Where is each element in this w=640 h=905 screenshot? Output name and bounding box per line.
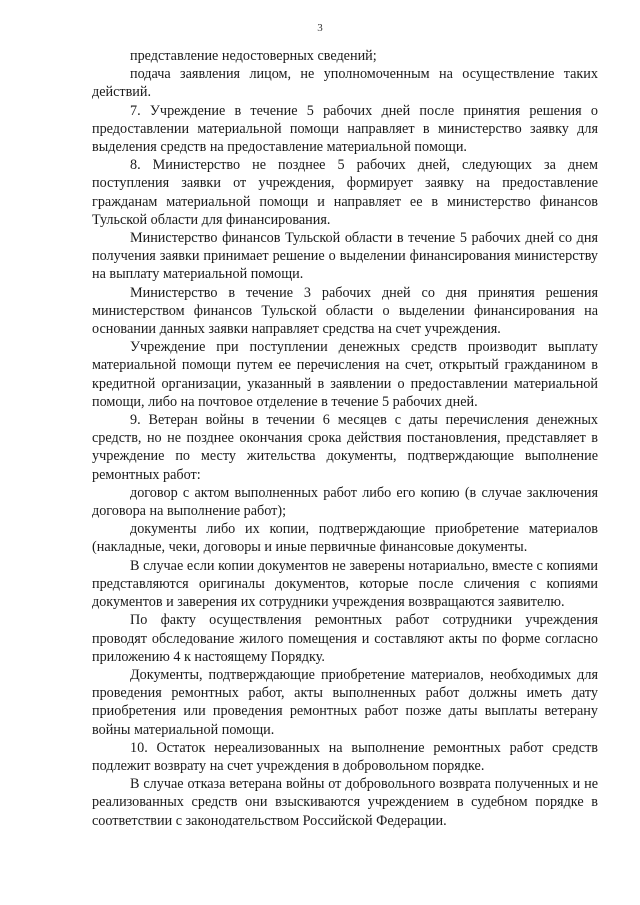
paragraph: представление недостоверных сведений;	[130, 48, 377, 64]
paragraph: подача заявления лицом, не уполномоченным на осуществление таких действий.	[92, 66, 598, 101]
paragraph: По факту осуществления ремонтных работ сотрудники учреждения проводят обследование жилого помещения и составляют акты по форме согласно приложению 4 к настоящему Порядку.	[92, 612, 598, 665]
paragraph: документы либо их копии, подтверждающие приобретение материалов (накладные, чеки, договоры и иные первичные финансовые документы.	[92, 521, 598, 556]
paragraph: В случае если копии документов не заверены нотариально, вместе с копиями представляются оригиналы документов, которые после сличения с копиями документов и заверения их сотрудники учреждения возвращаются заявителю.	[92, 557, 598, 611]
paragraph: 8. Министерство не позднее 5 рабочих дней, следующих за днем поступления заявки от учреждения, формирует заявку на предоставление гражданам материальной помощи и направляет ее в министерство финансов Тульской области для финансирования.	[92, 157, 598, 228]
page-number: 3	[317, 22, 323, 34]
paragraph: 9. Ветеран войны в течении 6 месяцев с даты перечисления денежных средств, но не позднее окончания срока действия постановления, представляет в учреждение по месту жительства документы, подтверждающие выполнение ремонтных работ:	[92, 412, 598, 483]
paragraph: Документы, подтверждающие приобретение материалов, необходимых для проведения ремонтных работ, акты выполненных работ должны иметь дату приобретения или проведения ремонтных работ позже даты выплаты ветерану войны материальной помощи.	[92, 666, 598, 738]
paragraph: В случае отказа ветерана войны от добровольного возврата полученных и не реализованных средств они взыскиваются учреждением в судебном порядке в соответствии с законодательством Российской Федерации.	[92, 776, 598, 829]
paragraph: 7. Учреждение в течение 5 рабочих дней после принятия решения о предоставлении материальной помощи направляет в министерство заявку для выделения средств на предоставление материальной помощи.	[92, 102, 598, 156]
paragraph: договор с актом выполненных работ либо его копию (в случае заключения договора на выполнение работ);	[92, 484, 598, 520]
paragraph: 10. Остаток нереализованных на выполнение ремонтных работ средств подлежит возврату на счет учреждения в добровольном порядке.	[92, 739, 598, 774]
paragraph: Учреждение при поступлении денежных средств производит выплату материальной помощи путем ее перечисления на счет, открытый гражданином в кредитной организации, указанный в заявлении о предоставлении материальной помощи, либо на почтовое отделение в течение 5 рабочих дней.	[92, 339, 598, 410]
paragraph: Министерство финансов Тульской области в течение 5 рабочих дней со дня получения заявки принимает решение о выделении финансирования министерству на выплату материальной помощи.	[92, 230, 598, 283]
paragraph: Министерство в течение 3 рабочих дней со дня принятия решения министерством финансов Тульской области о выделении финансирования на основании данных заявки направляет средства на счет учреждения.	[92, 284, 598, 338]
document-body	[92, 47, 598, 830]
